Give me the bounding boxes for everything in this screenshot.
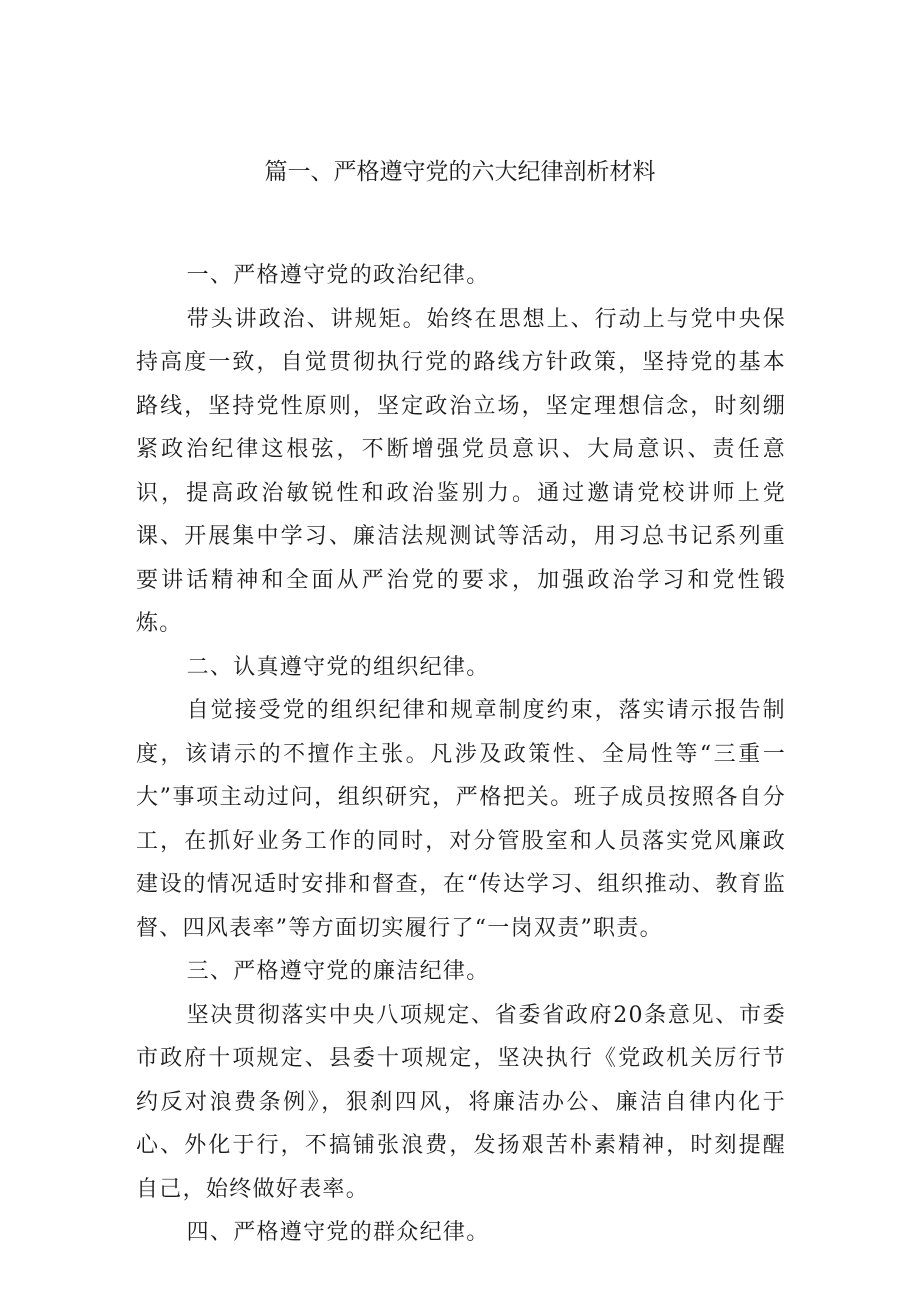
paragraph-organizational: 自觉接受党的组织纪律和规章制度约束，落实请示报告制度，该请示的不擅作主张。凡涉及政策性、全局性等“三重一大”事项主动过问，组织研究，严格把关。班子成员按照各自分工，在抓好业务工作的同时，对分管股室和人员落实党风廉政建设的情况适时安排和督查，在“传达学习、组织推动、教育监督、四风表率”等方面切实履行了“一岗双责”职责。 [136,698,786,941]
document-body [136,254,786,1255]
section-heading-mass: 四、严格遵守党的群众纪律。 [186,1220,490,1245]
section-heading-organizational: 二、认真遵守党的组织纪律。 [186,654,490,680]
section-heading-integrity: 三、严格遵守党的廉洁纪律。 [186,959,490,984]
paragraph-political: 带头讲政治、讲规矩。始终在思想上、行动上与党中央保持高度一致，自觉贯彻执行党的路线方针政策，坚持党的基本路线，坚持党性原则，坚定政治立场，坚定理想信念，时刻绷紧政治纪律这根弦，不断增强党员意识、大局意识、责任意识，提高政治敏锐性和政治鉴别力。通过邀请党校讲师上党课、开展集中学习、廉洁法规测试等活动，用习总书记系列重要讲话精神和全面从严治党的要求，加强政治学习和党性锻炼。 [136,306,786,636]
paragraph-integrity: 坚决贯彻落实中央八项规定、省委省政府20条意见、市委市政府十项规定、县委十项规定，坚决执行《党政机关厉行节约反对浪费条例》，狠刹四风，将廉洁办公、廉洁自律内化于心、外化于行，不搞铺张浪费，发扬艰苦朴素精神，时刻提醒自己，始终做好表率。 [136,1002,786,1202]
section-heading-political: 一、严格遵守党的政治纪律。 [186,263,490,288]
document-title: 篇一、严格遵守党的六大纪律剖析材料 [264,159,656,185]
